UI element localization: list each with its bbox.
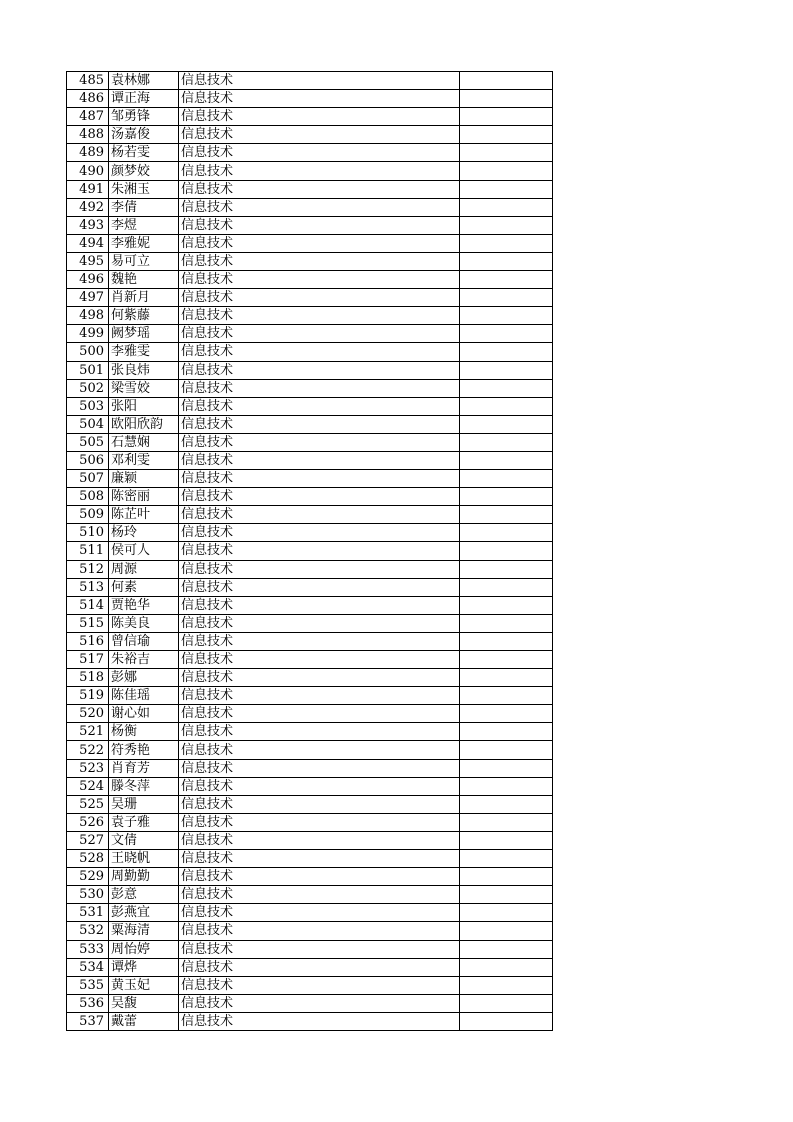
department-cell: 信息技术 — [179, 632, 460, 650]
note-cell — [460, 795, 553, 813]
table-row — [67, 343, 553, 361]
department-cell: 信息技术 — [179, 940, 460, 958]
table-row — [67, 488, 553, 506]
department-cell: 信息技术 — [179, 72, 460, 90]
row-number-cell: 512 — [67, 560, 109, 578]
name-cell: 谭正海 — [109, 90, 179, 108]
note-cell — [460, 560, 553, 578]
table-row — [67, 126, 553, 144]
department-cell: 信息技术 — [179, 723, 460, 741]
table-row — [67, 289, 553, 307]
row-number-cell: 500 — [67, 343, 109, 361]
row-number-cell: 531 — [67, 904, 109, 922]
department-cell: 信息技术 — [179, 379, 460, 397]
row-number-cell: 509 — [67, 506, 109, 524]
name-cell: 谭烨 — [109, 958, 179, 976]
note-cell — [460, 958, 553, 976]
row-number-cell: 486 — [67, 90, 109, 108]
table-row — [67, 542, 553, 560]
note-cell — [460, 542, 553, 560]
note-cell — [460, 904, 553, 922]
row-number-cell: 508 — [67, 488, 109, 506]
table-row — [67, 795, 553, 813]
name-cell: 何素 — [109, 578, 179, 596]
row-number-cell: 520 — [67, 705, 109, 723]
department-cell: 信息技术 — [179, 705, 460, 723]
table-row — [67, 307, 553, 325]
table-row — [67, 108, 553, 126]
department-cell: 信息技术 — [179, 614, 460, 632]
name-cell: 陈佳瑶 — [109, 687, 179, 705]
department-cell: 信息技术 — [179, 994, 460, 1012]
table-row — [67, 379, 553, 397]
name-cell: 李雅妮 — [109, 234, 179, 252]
note-cell — [460, 470, 553, 488]
note-cell — [460, 415, 553, 433]
department-cell: 信息技术 — [179, 506, 460, 524]
note-cell — [460, 759, 553, 777]
table-row — [67, 723, 553, 741]
name-cell: 杨玲 — [109, 524, 179, 542]
note-cell — [460, 216, 553, 234]
name-cell: 黄玉妃 — [109, 976, 179, 994]
table-row — [67, 433, 553, 451]
table-row — [67, 451, 553, 469]
name-cell: 邹勇锋 — [109, 108, 179, 126]
row-number-cell: 489 — [67, 144, 109, 162]
name-cell: 滕冬萍 — [109, 777, 179, 795]
table-row — [67, 868, 553, 886]
department-cell: 信息技术 — [179, 741, 460, 759]
table-row — [67, 180, 553, 198]
department-cell: 信息技术 — [179, 651, 460, 669]
note-cell — [460, 886, 553, 904]
roster-table — [66, 71, 553, 1031]
name-cell: 易可立 — [109, 252, 179, 270]
table-row — [67, 162, 553, 180]
row-number-cell: 505 — [67, 433, 109, 451]
note-cell — [460, 741, 553, 759]
row-number-cell: 499 — [67, 325, 109, 343]
row-number-cell: 491 — [67, 180, 109, 198]
name-cell: 周怡婷 — [109, 940, 179, 958]
name-cell: 戴蕾 — [109, 1012, 179, 1030]
row-number-cell: 536 — [67, 994, 109, 1012]
department-cell: 信息技术 — [179, 578, 460, 596]
row-number-cell: 530 — [67, 886, 109, 904]
roster-body — [67, 72, 553, 1031]
name-cell: 肖育芳 — [109, 759, 179, 777]
department-cell: 信息技术 — [179, 415, 460, 433]
table-row — [67, 614, 553, 632]
note-cell — [460, 488, 553, 506]
note-cell — [460, 578, 553, 596]
name-cell: 李倩 — [109, 198, 179, 216]
row-number-cell: 525 — [67, 795, 109, 813]
row-number-cell: 516 — [67, 632, 109, 650]
row-number-cell: 523 — [67, 759, 109, 777]
row-number-cell: 527 — [67, 831, 109, 849]
table-row — [67, 578, 553, 596]
table-row — [67, 1012, 553, 1030]
department-cell: 信息技术 — [179, 397, 460, 415]
department-cell: 信息技术 — [179, 886, 460, 904]
row-number-cell: 496 — [67, 271, 109, 289]
row-number-cell: 501 — [67, 361, 109, 379]
table-row — [67, 741, 553, 759]
name-cell: 陈密丽 — [109, 488, 179, 506]
note-cell — [460, 850, 553, 868]
name-cell: 朱湘玉 — [109, 180, 179, 198]
name-cell: 杨衡 — [109, 723, 179, 741]
table-row — [67, 994, 553, 1012]
department-cell: 信息技术 — [179, 451, 460, 469]
row-number-cell: 503 — [67, 397, 109, 415]
row-number-cell: 517 — [67, 651, 109, 669]
row-number-cell: 534 — [67, 958, 109, 976]
row-number-cell: 487 — [67, 108, 109, 126]
table-row — [67, 651, 553, 669]
note-cell — [460, 271, 553, 289]
department-cell: 信息技术 — [179, 488, 460, 506]
note-cell — [460, 831, 553, 849]
department-cell: 信息技术 — [179, 976, 460, 994]
note-cell — [460, 343, 553, 361]
department-cell: 信息技术 — [179, 343, 460, 361]
table-row — [67, 976, 553, 994]
table-row — [67, 325, 553, 343]
table-row — [67, 886, 553, 904]
note-cell — [460, 669, 553, 687]
note-cell — [460, 705, 553, 723]
row-number-cell: 537 — [67, 1012, 109, 1030]
name-cell: 魏艳 — [109, 271, 179, 289]
department-cell: 信息技术 — [179, 252, 460, 270]
name-cell: 张良炜 — [109, 361, 179, 379]
name-cell: 彭娜 — [109, 669, 179, 687]
name-cell: 周勤勤 — [109, 868, 179, 886]
row-number-cell: 511 — [67, 542, 109, 560]
note-cell — [460, 813, 553, 831]
table-row — [67, 904, 553, 922]
name-cell: 肖新月 — [109, 289, 179, 307]
note-cell — [460, 433, 553, 451]
row-number-cell: 513 — [67, 578, 109, 596]
table-row — [67, 216, 553, 234]
row-number-cell: 524 — [67, 777, 109, 795]
row-number-cell: 510 — [67, 524, 109, 542]
name-cell: 贾艳华 — [109, 596, 179, 614]
department-cell: 信息技术 — [179, 180, 460, 198]
row-number-cell: 506 — [67, 451, 109, 469]
row-number-cell: 507 — [67, 470, 109, 488]
row-number-cell: 514 — [67, 596, 109, 614]
department-cell: 信息技术 — [179, 271, 460, 289]
row-number-cell: 518 — [67, 669, 109, 687]
name-cell: 吴珊 — [109, 795, 179, 813]
note-cell — [460, 162, 553, 180]
name-cell: 朱裕吉 — [109, 651, 179, 669]
table-row — [67, 958, 553, 976]
department-cell: 信息技术 — [179, 470, 460, 488]
department-cell: 信息技术 — [179, 198, 460, 216]
name-cell: 汤嘉俊 — [109, 126, 179, 144]
row-number-cell: 485 — [67, 72, 109, 90]
table-row — [67, 759, 553, 777]
name-cell: 符秀艳 — [109, 741, 179, 759]
name-cell: 颜梦姣 — [109, 162, 179, 180]
department-cell: 信息技术 — [179, 307, 460, 325]
name-cell: 陈芷叶 — [109, 506, 179, 524]
note-cell — [460, 126, 553, 144]
table-row — [67, 397, 553, 415]
note-cell — [460, 289, 553, 307]
note-cell — [460, 614, 553, 632]
row-number-cell: 515 — [67, 614, 109, 632]
row-number-cell: 488 — [67, 126, 109, 144]
name-cell: 李雅雯 — [109, 343, 179, 361]
row-number-cell: 528 — [67, 850, 109, 868]
table-row — [67, 687, 553, 705]
note-cell — [460, 90, 553, 108]
department-cell: 信息技术 — [179, 904, 460, 922]
department-cell: 信息技术 — [179, 90, 460, 108]
note-cell — [460, 451, 553, 469]
note-cell — [460, 940, 553, 958]
row-number-cell: 519 — [67, 687, 109, 705]
row-number-cell: 504 — [67, 415, 109, 433]
note-cell — [460, 325, 553, 343]
table-row — [67, 669, 553, 687]
row-number-cell: 502 — [67, 379, 109, 397]
name-cell: 曾信瑜 — [109, 632, 179, 650]
name-cell: 彭燕宜 — [109, 904, 179, 922]
table-row — [67, 506, 553, 524]
note-cell — [460, 632, 553, 650]
department-cell: 信息技术 — [179, 958, 460, 976]
table-row — [67, 470, 553, 488]
name-cell: 石慧娴 — [109, 433, 179, 451]
department-cell: 信息技术 — [179, 1012, 460, 1030]
row-number-cell: 532 — [67, 922, 109, 940]
note-cell — [460, 651, 553, 669]
note-cell — [460, 994, 553, 1012]
department-cell: 信息技术 — [179, 126, 460, 144]
table-row — [67, 813, 553, 831]
note-cell — [460, 723, 553, 741]
table-row — [67, 922, 553, 940]
department-cell: 信息技术 — [179, 524, 460, 542]
department-cell: 信息技术 — [179, 289, 460, 307]
department-cell: 信息技术 — [179, 596, 460, 614]
note-cell — [460, 198, 553, 216]
table-row — [67, 831, 553, 849]
name-cell: 吴馥 — [109, 994, 179, 1012]
department-cell: 信息技术 — [179, 108, 460, 126]
name-cell: 何紫藤 — [109, 307, 179, 325]
department-cell: 信息技术 — [179, 669, 460, 687]
name-cell: 袁子雅 — [109, 813, 179, 831]
name-cell: 张阳 — [109, 397, 179, 415]
note-cell — [460, 922, 553, 940]
table-row — [67, 72, 553, 90]
row-number-cell: 490 — [67, 162, 109, 180]
name-cell: 粟海清 — [109, 922, 179, 940]
department-cell: 信息技术 — [179, 361, 460, 379]
note-cell — [460, 234, 553, 252]
table-row — [67, 705, 553, 723]
row-number-cell: 494 — [67, 234, 109, 252]
department-cell: 信息技术 — [179, 234, 460, 252]
note-cell — [460, 524, 553, 542]
department-cell: 信息技术 — [179, 433, 460, 451]
name-cell: 梁雪姣 — [109, 379, 179, 397]
table-row — [67, 850, 553, 868]
name-cell: 文倩 — [109, 831, 179, 849]
row-number-cell: 526 — [67, 813, 109, 831]
department-cell: 信息技术 — [179, 813, 460, 831]
note-cell — [460, 506, 553, 524]
department-cell: 信息技术 — [179, 795, 460, 813]
note-cell — [460, 144, 553, 162]
table-row — [67, 632, 553, 650]
note-cell — [460, 180, 553, 198]
department-cell: 信息技术 — [179, 831, 460, 849]
row-number-cell: 495 — [67, 252, 109, 270]
department-cell: 信息技术 — [179, 325, 460, 343]
department-cell: 信息技术 — [179, 777, 460, 795]
note-cell — [460, 397, 553, 415]
table-row — [67, 560, 553, 578]
department-cell: 信息技术 — [179, 216, 460, 234]
row-number-cell: 533 — [67, 940, 109, 958]
table-row — [67, 198, 553, 216]
department-cell: 信息技术 — [179, 868, 460, 886]
row-number-cell: 492 — [67, 198, 109, 216]
department-cell: 信息技术 — [179, 687, 460, 705]
name-cell: 邓利雯 — [109, 451, 179, 469]
table-row — [67, 234, 553, 252]
note-cell — [460, 72, 553, 90]
note-cell — [460, 868, 553, 886]
name-cell: 彭意 — [109, 886, 179, 904]
table-row — [67, 90, 553, 108]
department-cell: 信息技术 — [179, 542, 460, 560]
note-cell — [460, 596, 553, 614]
table-row — [67, 271, 553, 289]
note-cell — [460, 1012, 553, 1030]
department-cell: 信息技术 — [179, 162, 460, 180]
table-row — [67, 144, 553, 162]
table-row — [67, 524, 553, 542]
row-number-cell: 498 — [67, 307, 109, 325]
note-cell — [460, 379, 553, 397]
name-cell: 李煜 — [109, 216, 179, 234]
note-cell — [460, 252, 553, 270]
name-cell: 王晓帆 — [109, 850, 179, 868]
row-number-cell: 493 — [67, 216, 109, 234]
name-cell: 阙梦瑶 — [109, 325, 179, 343]
table-row — [67, 252, 553, 270]
department-cell: 信息技术 — [179, 922, 460, 940]
row-number-cell: 522 — [67, 741, 109, 759]
note-cell — [460, 108, 553, 126]
name-cell: 陈美良 — [109, 614, 179, 632]
row-number-cell: 529 — [67, 868, 109, 886]
table-row — [67, 361, 553, 379]
name-cell: 谢心如 — [109, 705, 179, 723]
name-cell: 周源 — [109, 560, 179, 578]
table-row — [67, 596, 553, 614]
name-cell: 廉颖 — [109, 470, 179, 488]
name-cell: 侯可人 — [109, 542, 179, 560]
row-number-cell: 535 — [67, 976, 109, 994]
note-cell — [460, 777, 553, 795]
note-cell — [460, 687, 553, 705]
row-number-cell: 497 — [67, 289, 109, 307]
department-cell: 信息技术 — [179, 759, 460, 777]
note-cell — [460, 976, 553, 994]
row-number-cell: 521 — [67, 723, 109, 741]
table-row — [67, 415, 553, 433]
department-cell: 信息技术 — [179, 850, 460, 868]
name-cell: 欧阳欣韵 — [109, 415, 179, 433]
note-cell — [460, 361, 553, 379]
name-cell: 杨若雯 — [109, 144, 179, 162]
table-row — [67, 940, 553, 958]
name-cell: 袁林娜 — [109, 72, 179, 90]
note-cell — [460, 307, 553, 325]
department-cell: 信息技术 — [179, 144, 460, 162]
department-cell: 信息技术 — [179, 560, 460, 578]
table-row — [67, 777, 553, 795]
